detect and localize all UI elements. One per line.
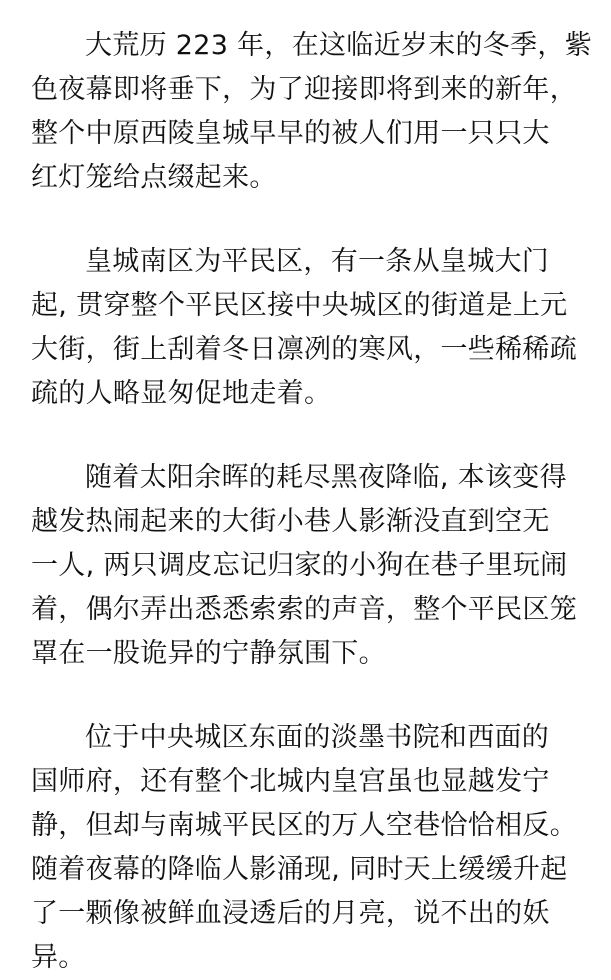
text-line: 越发热闹起来的大街小巷人影渐没直到空无 <box>31 506 550 537</box>
text-line: 大荒历 223 年，在这临近岁末的冬季，紫 <box>85 30 592 61</box>
text-line: 随着夜幕的降临人影涌现, 同时天上缓缓升起 <box>31 854 568 885</box>
text-line: 起, 贯穿整个平民区接中央城区的街道是上元 <box>31 290 568 321</box>
text-line: 整个中原西陵皇城早早的被人们用一只只大 <box>31 118 550 149</box>
text-line: 异。 <box>31 942 86 973</box>
paragraph-3 <box>31 456 591 676</box>
text-line: 色夜幕即将垂下，为了迎接即将到来的新年， <box>31 74 577 105</box>
text-line: 了一颗像被鲜血浸透后的月亮，说不出的妖 <box>31 898 550 929</box>
text-line: 红灯笼给点缀起来。 <box>31 162 277 193</box>
text-line: 皇城南区为平民区，有一条从皇城大门 <box>85 246 550 277</box>
text-line: 大街，街上刮着冬日凛冽的寒风，一些稀稀疏 <box>31 334 577 365</box>
paragraph-2 <box>31 240 591 416</box>
paragraph-1 <box>31 24 591 200</box>
text-line: 国师府，还有整个北城内皇宫虽也显越发宁 <box>31 766 550 797</box>
text-line: 静，但却与南城平民区的万人空巷恰恰相反。 <box>31 810 577 841</box>
text-line: 位于中央城区东面的淡墨书院和西面的 <box>85 722 550 753</box>
text-line: 着，偶尔弄出悉悉索索的声音，整个平民区笼 <box>31 594 577 625</box>
text-line: 疏的人略显匆促地走着。 <box>31 378 332 409</box>
text-line: 罩在一股诡异的宁静氛围下。 <box>31 638 386 669</box>
paragraph-4 <box>31 716 591 980</box>
text-line: 一人, 两只调皮忘记归家的小狗在巷子里玩闹 <box>31 550 568 581</box>
text-line: 随着太阳余晖的耗尽黑夜降临, 本该变得 <box>85 462 567 493</box>
